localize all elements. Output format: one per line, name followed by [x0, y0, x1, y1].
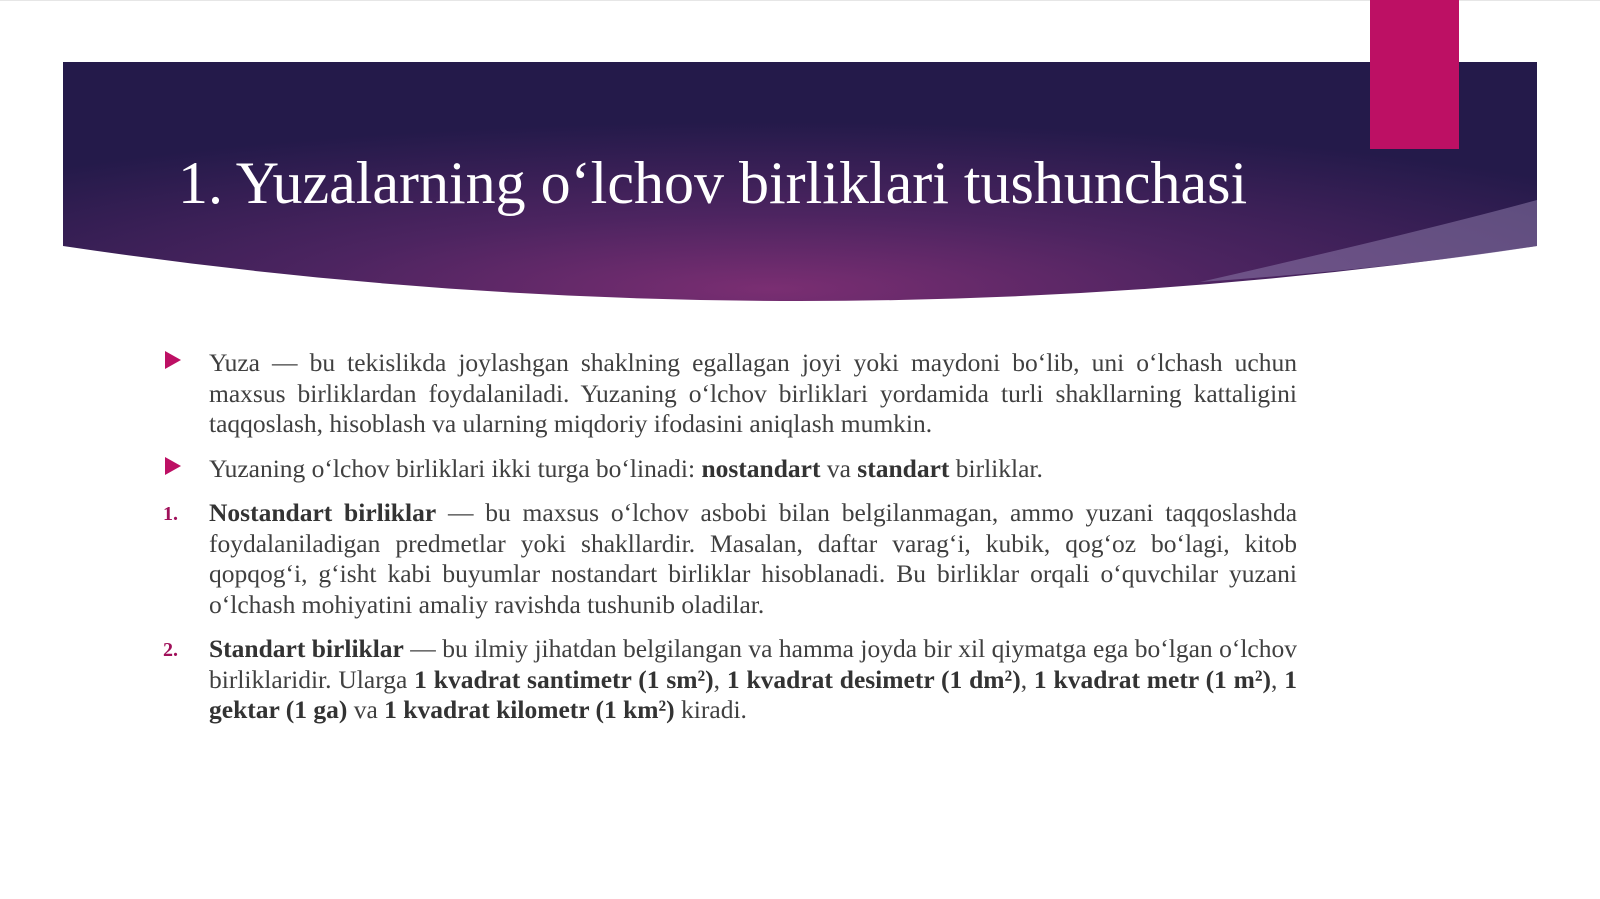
list-item [160, 498, 1297, 620]
arrow-bullet-icon [165, 457, 181, 475]
bold-text: 1 gektar (1 ga) [209, 664, 1298, 724]
text-run: va [347, 695, 385, 724]
text-run: birliklar. [949, 453, 1043, 483]
slide-title: 1. Yuzalarning o‘lchov birliklari tushunchasi [178, 150, 1248, 216]
list-number: 1. [163, 503, 178, 525]
bold-text: 1 kvadrat kilometr (1 km²) [384, 695, 675, 724]
list-item [160, 634, 1297, 726]
content-list [160, 348, 1297, 740]
text-run: , [713, 664, 727, 694]
bold-text: standart [857, 453, 950, 483]
bold-text: nostandart [701, 453, 821, 483]
bold-text: 1 kvadrat desimetr (1 dm²) [726, 664, 1021, 694]
list-number: 2. [163, 639, 178, 661]
bold-text: Nostandart birliklar [209, 498, 437, 527]
text-run: , [1271, 664, 1285, 694]
text-run: Yuza — bu tekislikda joylashgan shaklning egallagan joyi yoki maydoni bo‘lib, uni o‘lchash uchun maxsus birliklardan foydalaniladi. Yuzaning o‘lchov birliklari yordamida turli shakllarning kattaligini taqqoslash, hisoblash va ularning miqdoriy ifodasini aniqlash mumkin. [209, 348, 1297, 438]
text-run: Yuzaning o‘lchov birliklari ikki turga bo‘linadi: [209, 453, 702, 483]
text-run: va [820, 453, 858, 483]
list-item [160, 348, 1297, 440]
bold-text: Standart birliklar [209, 634, 404, 663]
accent-tab [1370, 0, 1459, 149]
bold-text: 1 kvadrat metr (1 m²) [1033, 664, 1272, 694]
arrow-bullet-icon [165, 351, 181, 369]
bold-text: 1 kvadrat santimetr (1 sm²) [414, 664, 714, 694]
list-item [160, 454, 1297, 485]
text-run: kiradi. [674, 695, 747, 724]
text-run: — bu maxsus o‘lchov asbobi bilan belgilanmagan, ammo yuzani taqqoslashda foydalaniladigan predmetlar yoki shakllardir. Masalan, daftar varag‘i, kubik, qog‘oz bo‘lagi, kitob qopqog‘i, g‘isht kabi buyumlar nostandart birliklar hisoblanadi. Bu birliklar orqali o‘quvchilar yuzani o‘lchash mohiyatini amaliy ravishda tushunib oladilar. [209, 498, 1298, 619]
text-run: , [1020, 664, 1034, 694]
text-run: — bu ilmiy jihatdan belgilangan va hamma joyda bir xil qiymatga ega bo‘lgan o‘lchov birliklaridir. Ularga [209, 634, 1297, 694]
